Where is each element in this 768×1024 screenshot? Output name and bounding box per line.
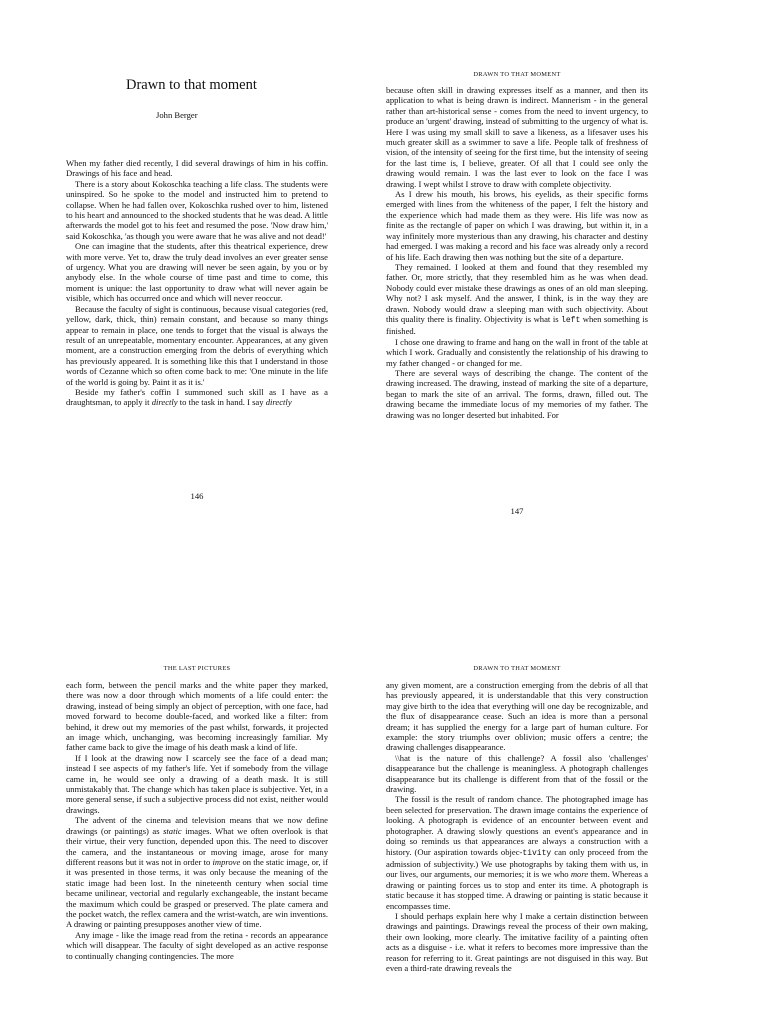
- text-run: The fossil is the result of random chance. The photographed image has been selected for preservation. The drawn image contains the experience of looking. A photograph is evidence of an encounter between event and photographer. A drawing slowly questions an event's appearance and in doing so reminds us that appearances are always a construction with a history. (Our aspiration towards objec-: [386, 794, 648, 857]
- text-run: can only proceed from the admission of subjectivity.) We use photographs by taking them with us, in our lives, our arguments, our memories; it is we who: [386, 846, 648, 880]
- text-run: when something is finished.: [386, 313, 648, 337]
- emphasis: directly: [151, 397, 178, 408]
- running-head: THE LAST PICTURES: [163, 665, 231, 672]
- text-run: They remained. I looked at them and found that they resembled my father. Or, more strictly, that they resembled him as he was when dead. Nobody could ever mistake these drawings as ones of an old man sleeping. Why not? I ask myself. And the answer, I think, is in the way they are drawn. Nobody would draw a sleeping man with such objectivity. About this quality there is finality. Objectivity is what is: [386, 261, 648, 324]
- paragraph: [386, 262, 648, 337]
- paragraph: If I look at the drawing now I scarcely see the face of a dead man; instead I see aspects of my father's life. Yet if somebody from the village came in, he would see only a drawing of a death mask. It is still unmistakably that. The change which has taken place is subjective. Yet, in a more general sense, if such a subjective process did not exist, neither would drawings.: [66, 752, 328, 815]
- text-run: The advent of the cinema and television means that we now define drawings (or paintings) as: [66, 815, 328, 836]
- essay-title: Drawn to that moment: [126, 77, 257, 93]
- paragraph: [66, 815, 328, 929]
- page-149-body: [386, 680, 648, 1024]
- page-147-body: [386, 85, 648, 420]
- page-148-body: [66, 680, 328, 1024]
- paragraph: Because the faculty of sight is continuous, because visual categories (red, yellow, dark, thick, thin) remain constant, and because so many things appear to remain in place, one tends to forget that the visual is always the result of an unrepeatable, momentary encounter. Appearances, at any given moment, are a construction emerging from the debris of everything which has previously appeared. It is something like this that I understand in those words of Cezanne which so often come back to me: 'One minute in the life of the world is going by. Paint it as it is.': [66, 303, 328, 387]
- paragraph: each form, between the pencil marks and the white paper they marked, there was now a door through which moments of a life could enter: the drawing, instead of being simply an object of perception, with one face, had moved forward to become double-faced, and worked like a filter: from behind, it drew out my memories of the past whilst, forwards, it projected an image which, unchanging, was becoming increasingly familiar. My father came back to give the image of his death mask a kind of life.: [66, 680, 328, 753]
- paragraph: Any image - like the image read from the retina - records an appearance which will disappear. The faculty of sight developed as an active response to continually changing contingencies. The more: [66, 929, 328, 961]
- text-run: to the task in hand. I say: [177, 397, 266, 408]
- monospace-word: tivity: [522, 848, 552, 858]
- emphasis: static: [163, 825, 182, 836]
- running-head: DRAWN TO THAT MOMENT: [473, 71, 561, 78]
- page-number: 147: [510, 506, 524, 516]
- emphasis: improve: [212, 856, 241, 867]
- running-head: DRAWN TO THAT MOMENT: [473, 665, 561, 672]
- text-run: Beside my father's coffin I summoned such skill as I have as a draughtsman, to apply it: [66, 386, 328, 408]
- paragraph: [386, 794, 648, 910]
- paragraph: One can imagine that the students, after this theatrical experience, drew with more verve. Yet to, draw the truly dead involves an ever greater sense of urgency. What you are drawing will never be seen again, by you or by anybody else. In the whole course of time past and time to come, this moment is unique: the last opportunity to draw what will never again be visible, which has occurred once and which will never reoccur.: [66, 241, 328, 304]
- page-number: 146: [190, 491, 204, 501]
- paragraph: any given moment, are a construction emerging from the debris of all that has previously appeared, it is understandable that this very construction may give birth to the idea that everything will one day be recognizable, and the flux of disappearance cease. Such an idea is more than a personal dream; it has supplied the energy for a large part of human culture. For example: the story triumphs over oblivion; music offers a centre; the drawing challenges disappearance.: [386, 680, 648, 753]
- text-run: them. Whereas a drawing or painting forces us to stop and enter its time. A photograph is static because it has stopped time. A drawing or painting is static because it encompasses time.: [386, 869, 648, 911]
- paragraph: There are several ways of describing the change. The content of the drawing increased. The drawing, instead of marking the site of a departure, began to mark the site of an arrival. The forms, drawn, filled out. The drawing became the immediate locus of my memories of my father. The drawing was no longer deserted but inhabited. For: [386, 367, 648, 420]
- paragraph: \\hat is the nature of this challenge? A fossil also 'challenges' disappearance but the challenge is meaningless. A photograph challenges disappearance but its challenge is different from that of the fossil or the drawing.: [386, 752, 648, 795]
- emphasis: more: [570, 869, 589, 880]
- emphasis: directly: [265, 397, 292, 408]
- text-run: on the static image, or, if it was presented in those terms, it was only because the meaning of the static image had been lost. In the nineteenth century when social time became unilinear, vectorial and regularly exchangeable, the instant became the maximum which could be grasped or preserved. The plate camera and the pocket watch, the reflex camera and the wrist-watch, are win inventions. A drawing or painting presupposes another view of time.: [66, 856, 328, 930]
- paragraph: There is a story about Kokoschka teaching a life class. The students were uninspired. So he spoke to the model and instructed him to pretend to collapse. When he had fallen over, Kokoschka rushed over to him, listened to his heart and announced to the shocked students that he was dead. A little afterwards the model got to his feet and resumed the pose. 'Now draw him,' said Kokoschka, 'as though you were aware that he was alive and not dead!': [66, 178, 328, 241]
- paragraph: As I drew his mouth, his brows, his eyelids, as their specific forms emerged with lines from the whiteness of the paper, I felt the history and the experience which had made them as they were. His life was now as finite as the rectangle of paper on which I was drawing, but within it, in a way infinitely more mysterious than any drawing, his character and destiny had emerged. I was making a record and his face was already only a record of his life. Each drawing then was nothing but the site of a departure.: [386, 189, 648, 262]
- paragraph: I chose one drawing to frame and hang on the wall in front of the table at which I work. Gradually and consistently the relationship of his drawing to my father changed - or changed for me.: [386, 336, 648, 368]
- paragraph: because often skill in drawing expresses itself as a manner, and then its application to what is being drawn is indirect. Mannerism - in the general rather than art-historical sense - comes from the need to invent urgency, to produce an 'urgent' drawing, instead of submitting to the urgency of what is. Here I was using my small skill to save a likeness, as a lifesaver uses his much greater skill as a swimmer to save a life. People talk of freshness of vision, of the intensity of seeing for the first time, but the intensity of seeing for the last time is, I believe, greater. Of all that I could see only the drawing would remain. I was the last ever to look on the face I was drawing. I wept whilst I strove to draw with complete objectivity.: [386, 85, 648, 189]
- paragraph: I should perhaps explain here why I make a certain distinction between drawings and paintings. Drawings reveal the process of their own making, their own looking, more clearly. The imitative facility of a painting often acts as a disguise - i.e. what it refers to becomes more impressive than the reason for referring to it. Great paintings are not disguised in this way. But even a third-rate drawing reveals the: [386, 910, 648, 973]
- monospace-word: left: [561, 315, 581, 325]
- author-name: John Berger: [156, 110, 198, 120]
- text-run: images. What we often overlook is that their virtue, their very function, depended upon this. The need to discover the camera, and the instantaneous or moving image, arose for many different reasons but it was not in order to: [66, 825, 328, 867]
- paragraph: [66, 387, 328, 408]
- paragraph: When my father died recently, I did several drawings of him in his coffin. Drawings of his face and head.: [66, 158, 328, 179]
- page-146-body: [66, 158, 328, 408]
